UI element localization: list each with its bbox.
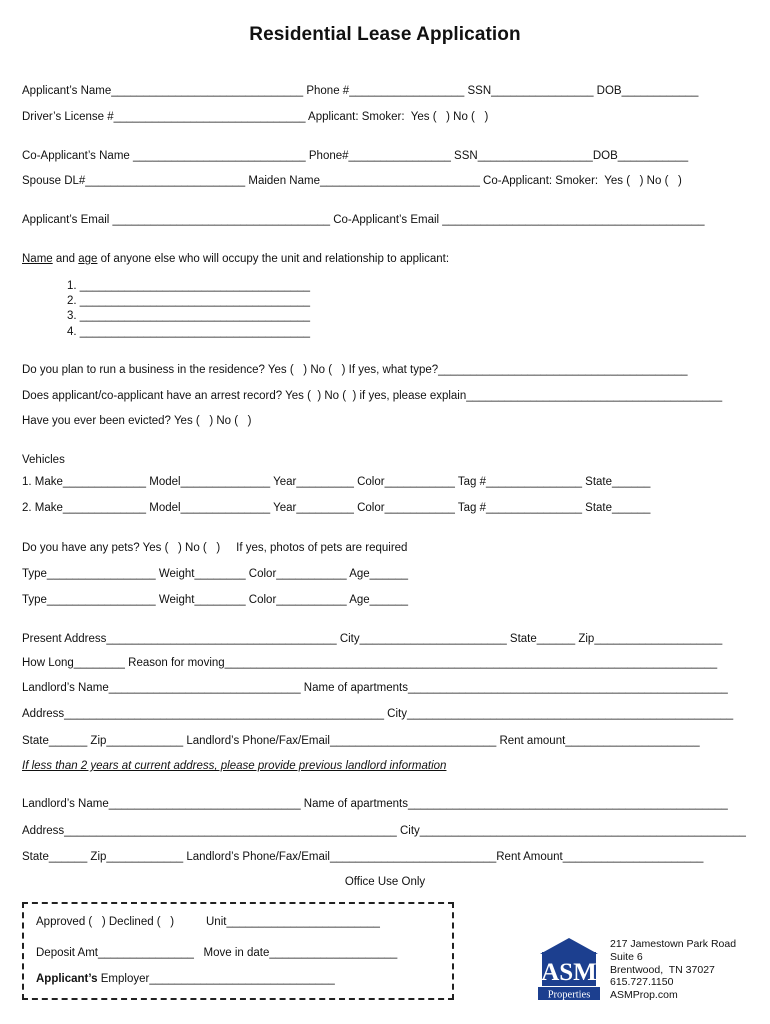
co-applicant-name-line[interactable]: Co-Applicant’s Name ___________________________ Phone#________________ SSN__________________DOB___________: [22, 150, 689, 162]
approval-line[interactable]: Approved ( ) Declined ( ) Unit________________________: [36, 916, 380, 928]
deposit-line[interactable]: Deposit Amt_______________ Move in date____________________: [36, 947, 398, 959]
occupants-rest: of anyone else who will occupy the unit and relationship to applicant:: [97, 253, 450, 265]
employer-label: Applicant’s: [36, 973, 98, 985]
logo-brand: ASM: [541, 959, 597, 986]
employer-field: Employer_____________________________: [97, 973, 335, 985]
contact-suite: Suite 6: [610, 950, 643, 963]
applicant-name-line[interactable]: Applicant’s Name______________________________ Phone #__________________ SSN________________ DOB____________: [22, 85, 699, 97]
landlord-address-line[interactable]: Address__________________________________________________ City___________________________________________________: [22, 708, 734, 720]
how-long-line[interactable]: How Long________ Reason for moving_____________________________________________________________________________: [22, 657, 718, 669]
contact-street: 217 Jamestown Park Road: [610, 938, 737, 950]
occupants-heading: [22, 252, 449, 266]
eviction-question[interactable]: Have you ever been evicted? Yes ( ) No ( ): [22, 415, 252, 427]
pet-line-2[interactable]: Type_________________ Weight________ Color___________ Age______: [22, 594, 409, 606]
contact-phone: 615.727.1150: [610, 976, 674, 989]
vehicles-heading: Vehicles: [22, 454, 65, 466]
employer-line[interactable]: [36, 973, 335, 985]
logo-sub: Properties: [547, 989, 591, 1001]
pets-question[interactable]: Do you have any pets? Yes ( ) No ( ) If yes, photos of pets are required: [22, 542, 408, 554]
present-address-line[interactable]: Present Address____________________________________ City_______________________ State______ Zip____________________: [22, 633, 723, 645]
asm-logo: [536, 936, 602, 1002]
occupants-name-word: Name: [22, 253, 53, 265]
drivers-license-line[interactable]: Driver’s License #______________________________ Applicant: Smoker: Yes ( ) No ( ): [22, 111, 489, 123]
landlord-contact-line[interactable]: State______ Zip____________ Landlord’s Phone/Fax/Email__________________________ Rent amount_____________________: [22, 735, 700, 747]
company-contact: [610, 938, 736, 1002]
office-use-heading: Office Use Only: [344, 876, 426, 888]
business-question[interactable]: Do you plan to run a business in the residence? Yes ( ) No ( ) If yes, what type?_______________________________________: [22, 364, 688, 376]
previous-landlord-note: If less than 2 years at current address, please provide previous landlord information: [22, 760, 447, 772]
occupant-line-2[interactable]: 2. ____________________________________: [67, 295, 311, 307]
occupant-line-1[interactable]: 1. ____________________________________: [67, 280, 311, 292]
form-title: Residential Lease Application: [249, 24, 521, 45]
pet-line-1[interactable]: Type_________________ Weight________ Color___________ Age______: [22, 568, 409, 580]
occupants-and: and: [52, 253, 79, 265]
vehicle-line-1[interactable]: 1. Make_____________ Model______________ Year_________ Color___________ Tag #_______________ State______: [22, 476, 651, 488]
occupant-line-3[interactable]: 3. ____________________________________: [67, 310, 311, 322]
prev-landlord-address-line[interactable]: Address____________________________________________________ City___________________________________________________: [22, 825, 746, 837]
spouse-dl-line[interactable]: Spouse DL#_________________________ Maiden Name_________________________ Co-Applicant: Smoker: Yes ( ) No ( ): [22, 175, 682, 187]
vehicle-line-2[interactable]: 2. Make_____________ Model______________ Year_________ Color___________ Tag #_______________ State______: [22, 502, 651, 514]
occupant-line-4[interactable]: 4. ____________________________________: [67, 326, 311, 338]
office-use-box: [22, 902, 454, 1000]
logo-roof-icon: [540, 938, 598, 954]
contact-city: Brentwood, TN 37027: [610, 963, 715, 976]
landlord-name-line[interactable]: Landlord’s Name______________________________ Name of apartments__________________________________________________: [22, 682, 728, 694]
prev-landlord-contact-line[interactable]: State______ Zip____________ Landlord’s Phone/Fax/Email__________________________Rent Amount______________________: [22, 851, 704, 863]
occupants-age-word: age: [78, 253, 98, 265]
prev-landlord-name-line[interactable]: Landlord’s Name______________________________ Name of apartments__________________________________________________: [22, 798, 728, 810]
contact-website[interactable]: ASMProp.com: [610, 989, 678, 1002]
email-line[interactable]: Applicant’s Email __________________________________ Co-Applicant’s Email _________________________________________: [22, 214, 705, 226]
arrest-question[interactable]: Does applicant/co-applicant have an arrest record? Yes ( ) No ( ) if yes, please explain________________________________________: [22, 390, 723, 402]
